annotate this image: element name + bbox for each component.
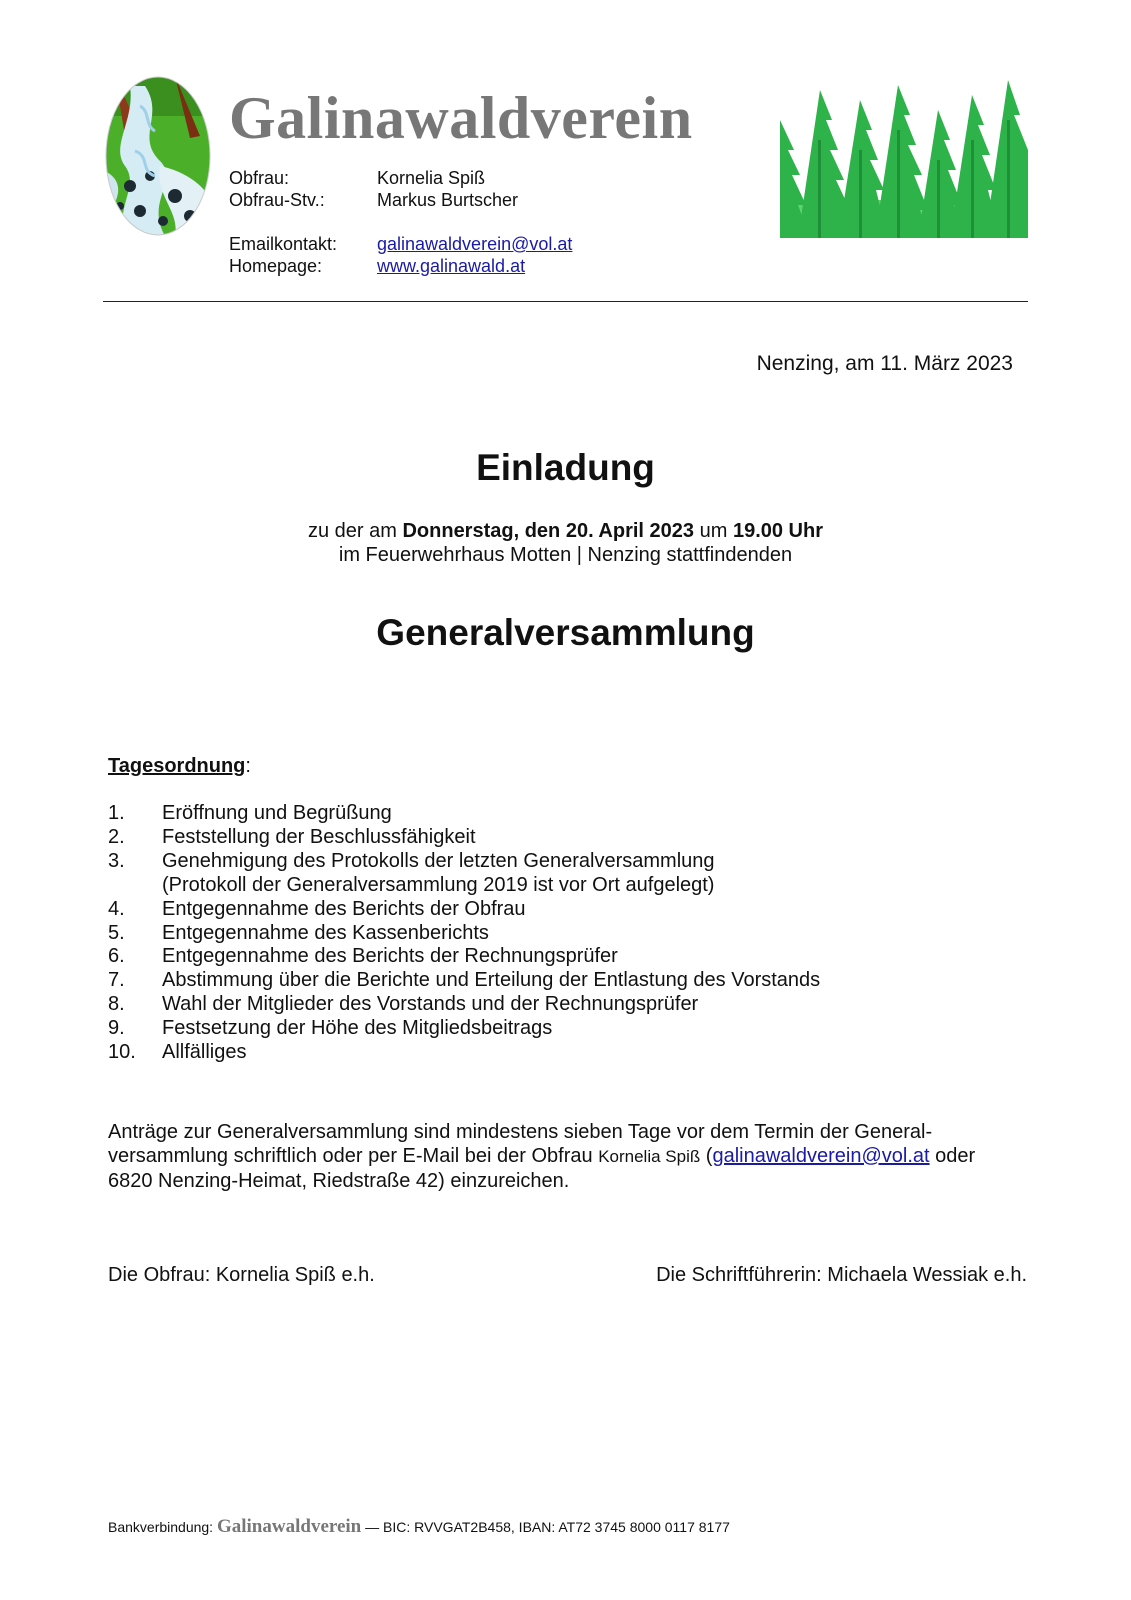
agenda-number: 1. <box>108 802 125 824</box>
agenda-text: Wahl der Mitglieder des Vorstands und der Rechnungsprüfer <box>162 993 699 1016</box>
list-item <box>108 1041 820 1065</box>
list-item-continuation <box>108 874 820 898</box>
river-logo-icon <box>105 76 211 236</box>
agenda-number: 3. <box>108 849 125 872</box>
subtitle-line1 <box>0 519 1131 543</box>
list-item <box>108 922 820 946</box>
agenda-heading-label: Tagesordnung <box>108 755 246 777</box>
list-item <box>108 826 820 850</box>
agenda-heading <box>108 755 251 778</box>
organization-name: Galinawaldverein <box>229 85 693 151</box>
agenda-list <box>108 802 820 1065</box>
agenda-number: 6. <box>108 945 125 968</box>
notice-line2-a: versammlung schriftlich oder per E-Mail bei der Obfrau <box>108 1145 599 1167</box>
list-item <box>108 850 820 874</box>
footer-label: Bankverbindung: <box>108 1519 214 1535</box>
notice-line1: Anträge zur Generalversammlung sind mindestens sieben Tage vor dem Termin der General- <box>108 1121 933 1143</box>
obfrau-label: Obfrau: <box>229 168 290 188</box>
obfrau-value: Kornelia Spiß <box>377 168 486 188</box>
notice-line2-b: ( <box>700 1145 713 1167</box>
list-item <box>108 969 820 993</box>
agenda-text: Entgegennahme des Kassenberichts <box>162 921 489 944</box>
agenda-heading-colon: : <box>245 755 251 777</box>
footer-bank-details: — BIC: RVVGAT2B458, IBAN: AT72 3745 8000 0117 8177 <box>365 1519 730 1535</box>
header-divider <box>103 301 1028 302</box>
homepage-link[interactable]: www.galinawald.at <box>377 256 526 276</box>
page-title: Einladung <box>476 447 655 488</box>
agenda-number: 10. <box>108 1041 136 1064</box>
notice-line2 <box>108 1144 1038 1169</box>
agenda-number: 7. <box>108 969 125 992</box>
email-link[interactable]: galinawaldverein@vol.at <box>377 234 573 254</box>
agenda-text-continuation: (Protokoll der Generalversammlung 2019 ist vor Ort aufgelegt) <box>162 873 715 896</box>
subtitle-time: 19.00 Uhr <box>732 520 824 542</box>
list-item <box>108 1017 820 1041</box>
agenda-text: Allfälliges <box>162 1041 247 1064</box>
agenda-text: Festsetzung der Höhe des Mitgliedsbeitrags <box>162 1017 553 1040</box>
email-row <box>229 233 572 255</box>
agenda-number: 9. <box>108 1017 125 1040</box>
agenda-number: 4. <box>108 897 125 920</box>
agenda-number: 2. <box>108 825 125 848</box>
event-title: Generalversammlung <box>376 612 755 653</box>
agenda-number: 8. <box>108 993 125 1016</box>
date-line: Nenzing, am 11. März 2023 <box>756 352 1013 375</box>
obfrau-stv-row <box>229 189 518 211</box>
signature-obfrau: Die Obfrau: Kornelia Spiß e.h. <box>108 1264 375 1286</box>
footer-org-name: Galinawaldverein <box>216 1516 362 1537</box>
forest-trees-icon <box>780 80 1028 238</box>
footer-bank <box>108 1516 730 1538</box>
list-item <box>108 802 820 826</box>
obfrau-stv-label: Obfrau-Stv.: <box>229 190 325 210</box>
notice-obfrau-name: Kornelia Spiß <box>598 1147 701 1166</box>
email-label: Emailkontakt: <box>229 234 338 254</box>
subtitle-date: Donnerstag, den 20. April 2023 <box>402 520 695 542</box>
homepage-label: Homepage: <box>229 256 323 276</box>
list-item <box>108 945 820 969</box>
obfrau-row <box>229 167 485 189</box>
notice-line3: 6820 Nenzing-Heimat, Riedstraße 42) einzureichen. <box>108 1170 570 1192</box>
homepage-row <box>229 255 525 277</box>
notice-email-link[interactable]: galinawaldverein@vol.at <box>712 1145 930 1167</box>
notice-line2-c: oder <box>929 1145 976 1167</box>
signature-schriftfuehrerin: Die Schriftführerin: Michaela Wessiak e.h. <box>656 1264 1027 1286</box>
agenda-text: Eröffnung und Begrüßung <box>162 802 392 824</box>
agenda-text: Entgegennahme des Berichts der Obfrau <box>162 897 526 920</box>
agenda-number: 5. <box>108 921 125 944</box>
agenda-text: Entgegennahme des Berichts der Rechnungsprüfer <box>162 945 618 968</box>
subtitle-line2: im Feuerwehrhaus Motten | Nenzing stattfindenden <box>338 544 793 566</box>
agenda-text: Genehmigung des Protokolls der letzten Generalversammlung <box>162 849 715 872</box>
notice-paragraph <box>108 1120 1038 1193</box>
agenda-text: Feststellung der Beschlussfähigkeit <box>162 825 476 848</box>
list-item <box>108 898 820 922</box>
subtitle-mid: um <box>694 520 733 542</box>
subtitle-pre: zu der am <box>307 520 403 542</box>
agenda-text: Abstimmung über die Berichte und Erteilung der Entlastung des Vorstands <box>162 969 821 992</box>
list-item <box>108 993 820 1017</box>
obfrau-stv-value: Markus Burtscher <box>377 190 519 210</box>
